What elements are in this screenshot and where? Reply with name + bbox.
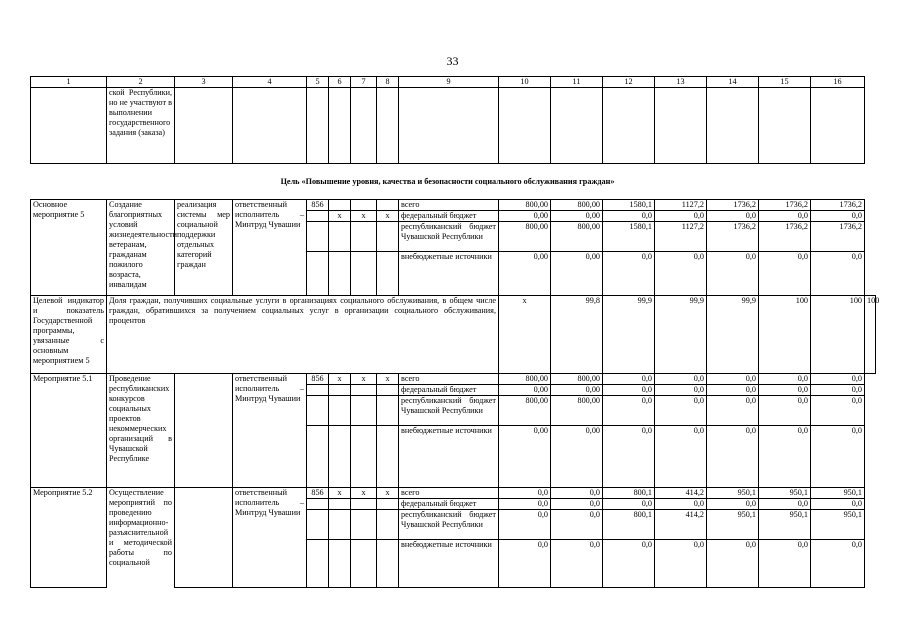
funding-row <box>31 374 876 385</box>
indicator-value-14: 100 <box>759 296 811 374</box>
funding-value-13: 1127,2 <box>655 222 707 252</box>
funding-value-14: 0,0 <box>707 396 759 426</box>
funding-value-15: 0,0 <box>759 252 811 296</box>
mark-6 <box>329 540 351 588</box>
carryover-cell-1 <box>31 88 107 164</box>
mark-7 <box>351 222 377 252</box>
funding-source: республиканский бюджет Чувашской Республики <box>399 510 499 540</box>
funding-value-16: 0,0 <box>811 211 865 222</box>
mark-7 <box>351 385 377 396</box>
budget-code-empty <box>307 540 329 588</box>
funding-source: федеральный бюджет <box>399 211 499 222</box>
funding-value-15: 0,0 <box>759 374 811 385</box>
mark-8 <box>377 252 399 296</box>
funding-value-12: 800,1 <box>603 510 655 540</box>
main-measure-5-block <box>31 200 876 296</box>
budget-code-empty <box>307 385 329 396</box>
funding-value-16: 0,0 <box>811 374 865 385</box>
funding-value-14: 0,0 <box>707 374 759 385</box>
funding-value-10: 0,0 <box>499 488 551 499</box>
funding-value-11: 800,00 <box>551 200 603 211</box>
event-5-2-block <box>31 488 876 588</box>
mark-7 <box>351 200 377 211</box>
funding-value-10: 0,00 <box>499 211 551 222</box>
funding-value-15: 1736,2 <box>759 222 811 252</box>
funding-value-12: 0,0 <box>603 540 655 588</box>
indicator-x: x <box>499 296 551 374</box>
funding-value-15: 0,0 <box>759 396 811 426</box>
budget-code-empty <box>307 252 329 296</box>
column-number-7: 7 <box>351 77 377 88</box>
funding-value-10: 0,00 <box>499 252 551 296</box>
funding-value-12: 0,0 <box>603 499 655 510</box>
program-table <box>30 76 880 588</box>
mark-8: x <box>377 488 399 499</box>
funding-value-15: 950,1 <box>759 510 811 540</box>
column-number-16: 16 <box>811 77 865 88</box>
carryover-block <box>31 88 876 200</box>
column-number-6: 6 <box>329 77 351 88</box>
funding-value-11: 0,00 <box>551 426 603 488</box>
funding-source: внебюджетные источники <box>399 426 499 488</box>
mark-8 <box>377 385 399 396</box>
funding-value-12: 1580,1 <box>603 200 655 211</box>
funding-value-13: 0,0 <box>655 211 707 222</box>
row-name: Мероприятие 5.2 <box>31 488 107 588</box>
budget-code: 856 <box>307 488 329 499</box>
funding-value-16: 0,0 <box>811 540 865 588</box>
column-number-11: 11 <box>551 77 603 88</box>
mark-6 <box>329 222 351 252</box>
row-title: Проведение республиканских конкурсов социальных проектов некоммерческих организаций в Чувашской Республике <box>107 374 175 488</box>
funding-value-11: 0,0 <box>551 488 603 499</box>
funding-source: всего <box>399 488 499 499</box>
carryover-cell-15 <box>759 88 811 164</box>
column-number-10: 10 <box>499 77 551 88</box>
mark-7: x <box>351 374 377 385</box>
mark-6 <box>329 385 351 396</box>
executor: ответственный исполнитель – Минтруд Чувашии <box>233 488 307 588</box>
funding-row <box>31 200 876 211</box>
carryover-cell-10 <box>499 88 551 164</box>
carryover-cell-9 <box>399 88 499 164</box>
mark-6 <box>329 510 351 540</box>
column-number-5: 5 <box>307 77 329 88</box>
carryover-cell-11 <box>551 88 603 164</box>
funding-value-11: 800,00 <box>551 396 603 426</box>
mark-8 <box>377 510 399 540</box>
funding-value-16: 950,1 <box>811 488 865 499</box>
funding-value-11: 0,0 <box>551 499 603 510</box>
funding-value-13: 0,0 <box>655 396 707 426</box>
mark-6 <box>329 396 351 426</box>
funding-value-16: 0,0 <box>811 499 865 510</box>
column-number-12: 12 <box>603 77 655 88</box>
indicator-value-12: 99,9 <box>655 296 707 374</box>
funding-value-10: 800,00 <box>499 396 551 426</box>
budget-code-empty <box>307 499 329 510</box>
carryover-cell-13 <box>655 88 707 164</box>
mark-7 <box>351 426 377 488</box>
mark-8 <box>377 426 399 488</box>
row-name: Мероприятие 5.1 <box>31 374 107 488</box>
funding-value-15: 0,0 <box>759 211 811 222</box>
funding-source: внебюджетные источники <box>399 540 499 588</box>
funding-source: федеральный бюджет <box>399 385 499 396</box>
mark-8 <box>377 540 399 588</box>
mark-7 <box>351 252 377 296</box>
funding-value-13: 414,2 <box>655 510 707 540</box>
indicator-name: Целевой индикатор и показатель Государственной программы, увязанные с основным мероприятием 5 <box>31 296 107 374</box>
funding-value-13: 0,0 <box>655 499 707 510</box>
funding-value-14: 0,0 <box>707 540 759 588</box>
budget-code-empty <box>307 426 329 488</box>
goal-row <box>31 164 876 200</box>
funding-value-13: 1127,2 <box>655 200 707 211</box>
row-task: реализация системы мер социальной поддержки отдельных категорий граждан <box>175 200 233 296</box>
mark-8 <box>377 222 399 252</box>
funding-value-10: 0,0 <box>499 510 551 540</box>
goal-title: Цель «Повышение уровня, качества и безопасности социального обслуживания граждан» <box>31 164 865 200</box>
mark-7: x <box>351 488 377 499</box>
budget-code-empty <box>307 396 329 426</box>
row-title: Создание благоприятных условий жизнедеятельности ветеранам, гражданам пожилого возраста, инвалидам <box>107 200 175 296</box>
budget-code: 856 <box>307 200 329 211</box>
column-number-15: 15 <box>759 77 811 88</box>
carryover-row <box>31 88 876 164</box>
funding-value-15: 0,0 <box>759 540 811 588</box>
funding-source: всего <box>399 374 499 385</box>
mark-6 <box>329 252 351 296</box>
funding-value-11: 0,00 <box>551 252 603 296</box>
indicator-text: Доля граждан, получивших социальные услуги в организациях социального обслуживания, в общем числе граждан, обратившихся за получением социальных услуг в организации социального обслуживания, процентов <box>107 296 499 374</box>
funding-value-13: 414,2 <box>655 488 707 499</box>
funding-value-12: 0,0 <box>603 252 655 296</box>
mark-6: x <box>329 374 351 385</box>
mark-6 <box>329 200 351 211</box>
funding-value-14: 0,0 <box>707 385 759 396</box>
funding-source: внебюджетные источники <box>399 252 499 296</box>
indicator-value-16: 100 <box>865 296 876 374</box>
funding-value-15: 0,0 <box>759 385 811 396</box>
funding-value-13: 0,0 <box>655 540 707 588</box>
funding-value-12: 0,0 <box>603 426 655 488</box>
funding-value-14: 1736,2 <box>707 200 759 211</box>
funding-value-14: 0,0 <box>707 499 759 510</box>
carryover-cell-14 <box>707 88 759 164</box>
row-task-empty <box>175 488 233 588</box>
funding-value-12: 0,0 <box>603 385 655 396</box>
column-number-4: 4 <box>233 77 307 88</box>
funding-value-10: 800,00 <box>499 200 551 211</box>
funding-value-11: 800,00 <box>551 374 603 385</box>
column-number-14: 14 <box>707 77 759 88</box>
mark-6 <box>329 499 351 510</box>
indicator-value-11: 99,9 <box>603 296 655 374</box>
funding-value-16: 0,0 <box>811 252 865 296</box>
indicator-value-15: 100 <box>811 296 865 374</box>
funding-value-10: 800,00 <box>499 374 551 385</box>
indicator-row <box>31 296 876 374</box>
column-number-13: 13 <box>655 77 707 88</box>
mark-8 <box>377 396 399 426</box>
row-name: Основное мероприятие 5 <box>31 200 107 296</box>
funding-value-14: 0,0 <box>707 211 759 222</box>
funding-value-11: 0,00 <box>551 211 603 222</box>
indicator-value-13: 99,9 <box>707 296 759 374</box>
funding-value-10: 0,00 <box>499 426 551 488</box>
funding-value-16: 0,0 <box>811 426 865 488</box>
carryover-cell-3 <box>175 88 233 164</box>
funding-value-15: 0,0 <box>759 499 811 510</box>
budget-code-empty <box>307 510 329 540</box>
funding-source: республиканский бюджет Чувашской Республики <box>399 222 499 252</box>
funding-value-12: 0,0 <box>603 374 655 385</box>
funding-source: всего <box>399 200 499 211</box>
funding-value-16: 1736,2 <box>811 200 865 211</box>
funding-value-16: 0,0 <box>811 385 865 396</box>
mark-6 <box>329 426 351 488</box>
executor: ответственный исполнитель – Минтруд Чувашии <box>233 374 307 488</box>
funding-value-14: 950,1 <box>707 488 759 499</box>
carryover-cell-8 <box>377 88 399 164</box>
funding-value-13: 0,0 <box>655 385 707 396</box>
carryover-text: ской Республики, но не участвуют в выполнении государственного задания (заказа) <box>107 88 175 164</box>
executor: ответственный исполнитель – Минтруд Чувашии <box>233 200 307 296</box>
funding-value-12: 800,1 <box>603 488 655 499</box>
mark-8: x <box>377 211 399 222</box>
funding-source: республиканский бюджет Чувашской Республики <box>399 396 499 426</box>
column-number-2: 2 <box>107 77 175 88</box>
column-number-9: 9 <box>399 77 499 88</box>
carryover-cell-6 <box>329 88 351 164</box>
event-5-1-block <box>31 374 876 488</box>
mark-6: x <box>329 488 351 499</box>
budget-code-empty <box>307 222 329 252</box>
mark-7 <box>351 499 377 510</box>
mark-8 <box>377 499 399 510</box>
funding-value-16: 0,0 <box>811 396 865 426</box>
funding-value-11: 0,0 <box>551 540 603 588</box>
funding-value-11: 0,00 <box>551 385 603 396</box>
carryover-cell-16 <box>811 88 865 164</box>
funding-value-10: 0,0 <box>499 540 551 588</box>
funding-value-10: 0,00 <box>499 385 551 396</box>
mark-8: x <box>377 374 399 385</box>
mark-8 <box>377 200 399 211</box>
funding-value-16: 950,1 <box>811 510 865 540</box>
funding-value-13: 0,0 <box>655 252 707 296</box>
column-number-header <box>31 77 876 88</box>
funding-value-10: 800,00 <box>499 222 551 252</box>
column-number-1: 1 <box>31 77 107 88</box>
mark-7: x <box>351 211 377 222</box>
funding-value-11: 0,0 <box>551 510 603 540</box>
mark-7 <box>351 396 377 426</box>
funding-value-15: 0,0 <box>759 426 811 488</box>
indicator-value-10: 99,8 <box>551 296 603 374</box>
funding-value-12: 1580,1 <box>603 222 655 252</box>
funding-value-12: 0,0 <box>603 396 655 426</box>
budget-code-empty <box>307 211 329 222</box>
budget-code: 856 <box>307 374 329 385</box>
funding-value-14: 0,0 <box>707 426 759 488</box>
funding-value-13: 0,0 <box>655 374 707 385</box>
funding-value-11: 800,00 <box>551 222 603 252</box>
mark-7 <box>351 510 377 540</box>
funding-value-13: 0,0 <box>655 426 707 488</box>
column-number-3: 3 <box>175 77 233 88</box>
carryover-cell-5 <box>307 88 329 164</box>
funding-value-14: 1736,2 <box>707 222 759 252</box>
funding-value-15: 1736,2 <box>759 200 811 211</box>
funding-value-10: 0,0 <box>499 499 551 510</box>
carryover-cell-12 <box>603 88 655 164</box>
funding-value-16: 1736,2 <box>811 222 865 252</box>
carryover-cell-4 <box>233 88 307 164</box>
funding-value-14: 0,0 <box>707 252 759 296</box>
column-number-row <box>31 77 876 88</box>
funding-row <box>31 488 876 499</box>
page-number: 33 <box>446 54 459 68</box>
carryover-cell-7 <box>351 88 377 164</box>
funding-value-12: 0,0 <box>603 211 655 222</box>
mark-6: x <box>329 211 351 222</box>
row-task-empty <box>175 374 233 488</box>
mark-7 <box>351 540 377 588</box>
column-number-8: 8 <box>377 77 399 88</box>
row-title: Осуществление мероприятий по проведению информационно-разъяснительной и методической работы по социальной <box>107 488 175 588</box>
funding-value-15: 950,1 <box>759 488 811 499</box>
indicator-block <box>31 296 880 374</box>
funding-source: федеральный бюджет <box>399 499 499 510</box>
funding-value-14: 950,1 <box>707 510 759 540</box>
